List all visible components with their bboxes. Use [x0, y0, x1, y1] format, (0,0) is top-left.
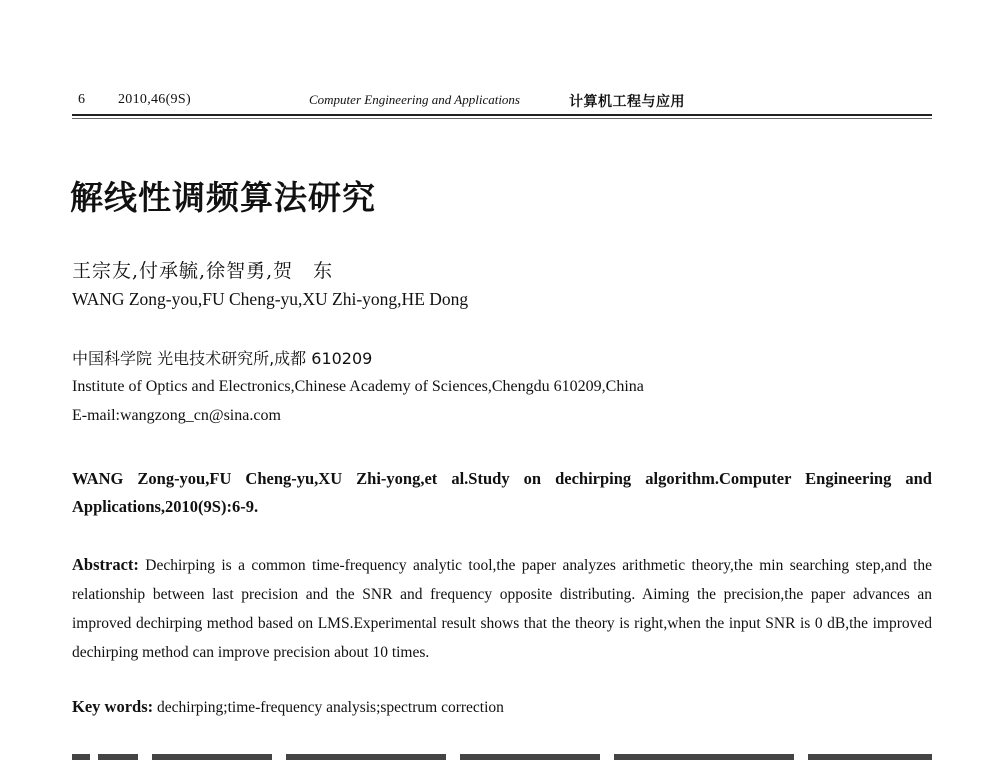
- journal-name-cn: 计算机工程与应用: [569, 94, 685, 110]
- keywords: [72, 697, 504, 717]
- header-rule-thin: [72, 118, 932, 119]
- authors-cn: 王宗友,付承毓,徐智勇,贺 东: [72, 260, 334, 282]
- citation: WANG Zong-you,FU Cheng-yu,XU Zhi-yong,et al.Study on dechirping algorithm.Computer Engineering and Applications,2010(9S):6-9.: [72, 469, 932, 516]
- header-rule-thick: [72, 114, 932, 116]
- page-number: 6: [78, 92, 85, 107]
- running-header: [72, 92, 930, 112]
- affiliation-en: Institute of Optics and Electronics,Chinese Academy of Sciences,Chengdu 610209,China: [72, 378, 644, 395]
- issue-info: 2010,46(9S): [118, 92, 191, 107]
- keywords-label: Key words:: [72, 697, 154, 716]
- authors-en: WANG Zong-you,FU Cheng-yu,XU Zhi-yong,HE Dong: [72, 289, 469, 309]
- journal-name-en: Computer Engineering and Applications: [309, 92, 520, 107]
- keywords-text: dechirping;time-frequency analysis;spectrum correction: [157, 699, 504, 716]
- author-email: E-mail:wangzong_cn@sina.com: [72, 407, 281, 424]
- affiliation-cn: 中国科学院 光电技术研究所,成都 610209: [72, 349, 373, 368]
- abstract-text: Dechirping is a common time-frequency analytic tool,the paper analyzes arithmetic theory,the min searching step,and the relationship between last precision and the SNR and frequency opposite distributing. Aiming the precision,the paper advances an improved dechirping method based on LMS.Experimental result shows that the theory is right,when the input SNR is 0 dB,the improved dechirping method can improve precision about 10 times.: [72, 557, 933, 661]
- paper-title: 解线性调频算法研究: [70, 178, 376, 217]
- abstract: [72, 550, 932, 667]
- cutoff-text-line: [72, 752, 932, 762]
- abstract-label: Abstract:: [72, 555, 139, 574]
